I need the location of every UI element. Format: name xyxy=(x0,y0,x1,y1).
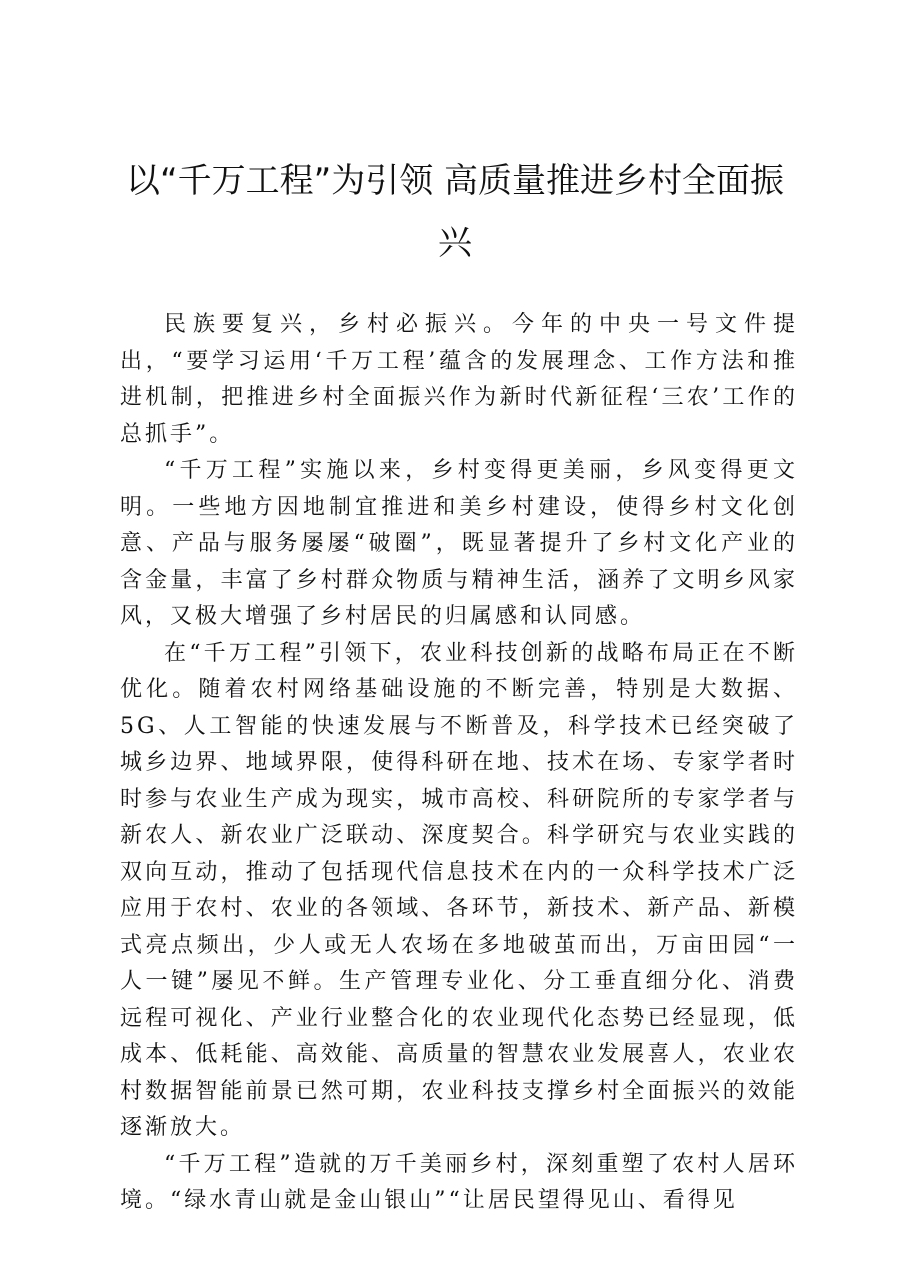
paragraph: “千万工程”造就的万千美丽乡村，深刻重塑了农村人居环境。“绿水青山就是金山银山”“让居民望得见山、看得见 xyxy=(120,1151,798,1213)
paragraph: 在“千万工程”引领下，农业科技创新的战略布局正在不断优化。随着农村网络基础设施的不断完善，特别是大数据、5G、人工智能的快速发展与不断普及，科学技术已经突破了城乡边界、地域界限，使得科研在地、技术在场、专家学者时时参与农业生产成为现实，城市高校、科研院所的专家学者与新农人、新农业广泛联动、深度契合。科学研究与农业实践的双向互动，推动了包括现代信息技术在内的一众科学技术广泛应用于农村、农业的各领域、各环节，新技术、新产品、新模式亮点频出，少人或无人农场在多地破茧而出，万亩田园“一人一键”屡见不鲜。生产管理专业化、分工垂直细分化、消费远程可视化、产业行业整合化的农业现代化态势已经显现，低成本、低耗能、高效能、高质量的智慧农业发展喜人，农业农村数据智能前景已然可期，农业科技支撑乡村全面振兴的效能逐渐放大。 xyxy=(120,640,798,1140)
document-body xyxy=(120,307,798,1220)
document-title: 以“千万工程”为引领 高质量推进乡村全面振兴 xyxy=(125,161,785,263)
paragraph: 民族要复兴，乡村必振兴。今年的中央一号文件提出，“要学习运用‘千万工程’蕴含的发展理念、工作方法和推进机制，把推进乡村全面振兴作为新时代新征程‘三农’工作的总抓手”。 xyxy=(120,312,798,447)
paragraph: “千万工程”实施以来，乡村变得更美丽，乡风变得更文明。一些地方因地制宜推进和美乡村建设，使得乡村文化创意、产品与服务屡屡“破圈”，既显著提升了乡村文化产业的含金量，丰富了乡村群众物质与精神生活，涵养了文明乡风家风，又极大增强了乡村居民的归属感和认同感。 xyxy=(120,458,798,629)
